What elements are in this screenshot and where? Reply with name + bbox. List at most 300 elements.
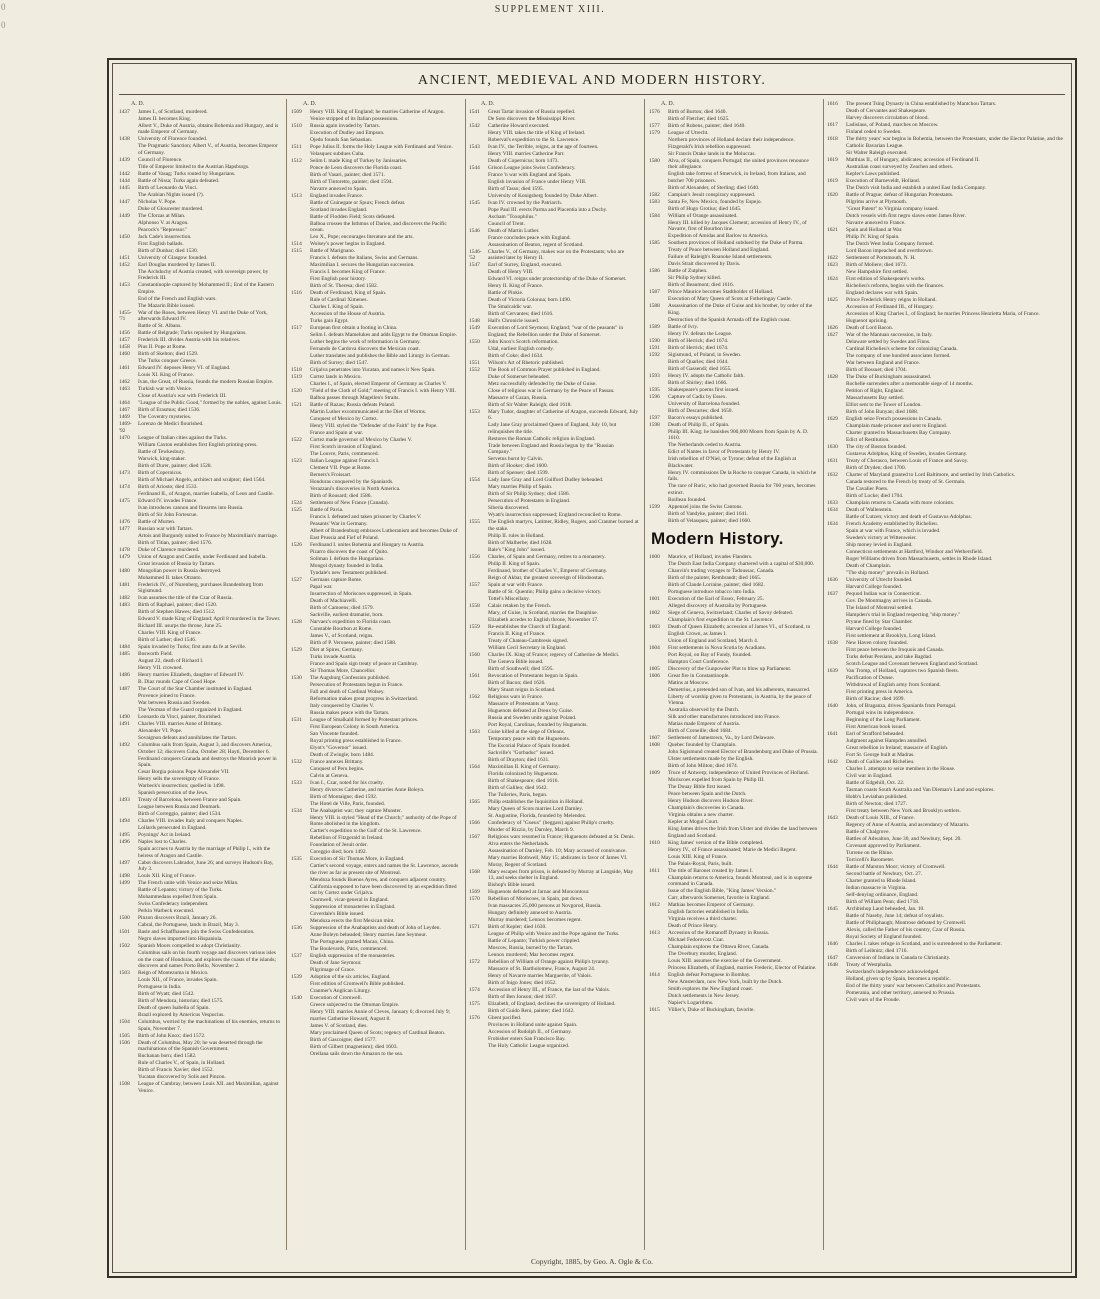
entry-text: Mathias becomes Emperor of Germany. bbox=[668, 902, 755, 908]
timeline-entry bbox=[469, 477, 639, 484]
entry-text: Birth of Durer, painter; died 1528. bbox=[138, 462, 212, 469]
timeline-entry bbox=[291, 325, 461, 332]
timeline-entry bbox=[291, 304, 461, 311]
entry-year bbox=[469, 945, 487, 952]
entry-text: Siberia discovered. bbox=[488, 505, 530, 511]
entry-year bbox=[291, 521, 309, 528]
entry-text: Pinzon discovers Brazil, January 26. bbox=[138, 915, 217, 921]
entry-year: 1455-'71 bbox=[119, 309, 132, 322]
entry-text: Battle of Tewkesbury. bbox=[138, 448, 186, 455]
entry-year: 1490 bbox=[119, 714, 130, 720]
entry-text: Union of Aragon and Castile, under Ferdinand and Isabella. bbox=[138, 553, 267, 560]
entry-year bbox=[827, 871, 845, 878]
entry-text: French Academy established by Richelieu. bbox=[846, 520, 939, 527]
timeline-entry bbox=[291, 598, 461, 605]
entry-text: End of the French and English wars. bbox=[138, 295, 217, 302]
entry-text: Spain invaded by Turks; first auto da fe at Seville. bbox=[138, 644, 247, 650]
entry-text: Lorenzo de Medici flourished. bbox=[138, 421, 204, 427]
timeline-entry bbox=[469, 283, 639, 290]
entry-text: Elyot's "Governor" issued. bbox=[310, 744, 368, 751]
entry-text: Birth of Corneille; died 1684. bbox=[668, 728, 732, 734]
entry-text: Irish rebellion of O'Niel, or Tyrone; defeat of the English at Blackwater. bbox=[668, 456, 797, 469]
entry-year bbox=[649, 638, 667, 645]
entry-text: Royal printing press established in France. bbox=[310, 737, 402, 744]
timeline-entry bbox=[469, 151, 639, 158]
entry-text: France and Spain at war. bbox=[310, 430, 364, 436]
entry-year: 1487 bbox=[119, 686, 130, 692]
entry-text: Lady Jane Gray proclaimed Queen of England, July 10, but relinquishes the title. bbox=[488, 422, 617, 435]
entry-text: Sackville, earliest dramatist, born. bbox=[310, 611, 384, 618]
entry-text: Birth of John Milton; died 1674. bbox=[668, 763, 739, 769]
entry-year bbox=[469, 269, 487, 276]
timeline-entry bbox=[469, 290, 639, 297]
timeline-entry bbox=[119, 330, 282, 337]
entry-year: 1467 bbox=[119, 407, 130, 413]
timeline-entry bbox=[119, 769, 282, 776]
entry-year: 1506 bbox=[119, 1039, 130, 1046]
timeline-entry bbox=[291, 668, 461, 675]
timeline-entry bbox=[291, 661, 461, 668]
entry-text: Harvard College founded. bbox=[846, 583, 903, 590]
entry-year: 1485 bbox=[119, 651, 130, 657]
entry-text: The title of Baronet created by James I. bbox=[668, 867, 754, 874]
timeline-entry bbox=[119, 262, 282, 269]
entry-year: 1589 bbox=[649, 323, 660, 330]
entry-year: 1621 bbox=[827, 226, 838, 233]
entry-year: 1550 bbox=[469, 338, 480, 345]
timeline-entry bbox=[827, 815, 1069, 822]
timeline-entry bbox=[119, 609, 282, 616]
timeline-entry bbox=[469, 200, 639, 207]
timeline-entry bbox=[469, 325, 639, 338]
entry-text: Great fire in Constantinople. bbox=[668, 672, 730, 679]
entry-text: Poynings' Act in Ireland. bbox=[138, 832, 192, 838]
entry-text: Mary Tudor, daughter of Catherine of Aragon, succeeds Edward, July 6. bbox=[488, 408, 639, 421]
timeline-entry bbox=[119, 714, 282, 721]
timeline-entry bbox=[469, 561, 639, 568]
timeline-entry bbox=[291, 619, 461, 626]
entry-text: Edward VI. reigns under protectorship of the Duke of Somerset. bbox=[488, 276, 627, 282]
entry-text: Albert V., Duke of Austria, obtains Bohemia and Hungary, and is made Emperor of Germany. bbox=[138, 122, 279, 135]
entry-year bbox=[469, 561, 487, 568]
timeline-entry bbox=[119, 241, 282, 248]
entry-text: Temporary peace with the Huguenots. bbox=[488, 735, 571, 742]
entry-year: 1577 bbox=[649, 122, 660, 129]
timeline-entry bbox=[827, 969, 1069, 976]
entry-year bbox=[119, 393, 137, 400]
timeline-entry bbox=[291, 960, 461, 967]
entry-year: 1569 bbox=[469, 889, 480, 895]
entry-text: The Turks conquer Greece. bbox=[138, 358, 197, 364]
entry-text: John Knox's Scotch reformation. bbox=[488, 338, 559, 345]
timeline-entry bbox=[119, 860, 282, 873]
timeline-entry bbox=[649, 470, 819, 483]
entry-year: 1458 bbox=[119, 344, 130, 350]
entry-text: Royal Society of England founded. bbox=[846, 933, 922, 940]
entry-text: Provence joined to France. bbox=[138, 693, 196, 699]
entry-year bbox=[827, 248, 845, 255]
entry-year bbox=[649, 979, 667, 986]
entry-year bbox=[291, 703, 309, 710]
entry-text: Birth of Rubens, painter; died 1640. bbox=[668, 122, 746, 129]
entry-year bbox=[649, 923, 667, 930]
timeline-entry bbox=[649, 965, 819, 972]
timeline-entry bbox=[119, 943, 282, 950]
entry-text: Francis I. becomes King of France. bbox=[310, 269, 386, 275]
entry-text: Nicholas V. Pope. bbox=[138, 198, 177, 205]
entry-year bbox=[291, 130, 309, 137]
entry-year bbox=[119, 735, 137, 742]
timeline-entry bbox=[649, 812, 819, 819]
timeline-entry bbox=[827, 395, 1069, 402]
timeline-entry bbox=[649, 575, 819, 582]
entry-year bbox=[469, 151, 487, 158]
entry-text: War between England and France. bbox=[846, 359, 920, 366]
timeline-entry bbox=[649, 610, 819, 617]
entry-text: Earl of Strafford beheaded. bbox=[846, 730, 905, 737]
entry-text: Battle of Vasag; Turks routed by Hungarians. bbox=[138, 170, 236, 177]
entry-year bbox=[469, 547, 487, 554]
entry-year bbox=[119, 1053, 137, 1060]
entry-text: "Field of the Cloth of Gold;" meeting of Francis I. with Henry VIII. bbox=[310, 388, 456, 394]
entry-year bbox=[119, 358, 137, 365]
entry-year: 1583 bbox=[649, 198, 660, 205]
timeline-entry bbox=[827, 857, 1069, 864]
entry-year bbox=[827, 829, 845, 836]
entry-year bbox=[827, 150, 845, 157]
entry-year bbox=[649, 728, 667, 735]
entry-text: Sackville's "Gorbaduc" issued. bbox=[488, 749, 555, 756]
entry-text: Honduras conquered by the Spaniards. bbox=[310, 479, 394, 485]
timeline-entry bbox=[649, 373, 819, 380]
entry-year bbox=[291, 724, 309, 731]
timeline-entry bbox=[827, 871, 1069, 878]
entry-text: New Haven colony founded. bbox=[846, 639, 908, 646]
entry-text: The company of one hundred associates formed. bbox=[846, 352, 951, 359]
timeline-entry bbox=[827, 633, 1069, 640]
entry-year bbox=[827, 626, 845, 633]
entry-text: Birth of Beaumont; died 1616. bbox=[668, 282, 735, 288]
timeline-entry bbox=[119, 915, 282, 922]
entry-text: Treaty of Cherasco, between Louis of France and Savoy. bbox=[846, 457, 969, 464]
timeline-entry bbox=[119, 630, 282, 637]
entry-year bbox=[469, 374, 487, 381]
timeline-entry bbox=[119, 178, 282, 185]
modern-history-heading: Modern History. bbox=[651, 529, 784, 548]
timeline-entry bbox=[827, 563, 1069, 570]
entry-text: Birth of Skelton; died 1529. bbox=[138, 351, 199, 357]
entry-year bbox=[469, 443, 487, 456]
entry-text: Princess Elizabeth, of England, marries Frederic, Elector of Palatine. bbox=[668, 965, 817, 971]
timeline-entry bbox=[649, 673, 819, 680]
entry-year bbox=[827, 129, 845, 136]
entry-text: The French unite with Venice and seize Milan. bbox=[138, 880, 239, 886]
entry-year bbox=[827, 738, 845, 745]
timeline-entry bbox=[649, 151, 819, 158]
entry-text: Navarre annexed to France. bbox=[846, 219, 906, 226]
entry-year bbox=[649, 791, 667, 798]
entry-text: Duke of Clarence murdered. bbox=[138, 546, 200, 553]
column-divider bbox=[823, 99, 824, 1250]
entry-text: Pilgrimage of Grace. bbox=[310, 967, 356, 973]
entry-text: Birth of Camoens; died 1579. bbox=[310, 604, 374, 611]
entry-text: English take fortress of Smerwick, in Ireland, from Italians, and butcher 700 prisoners. bbox=[668, 171, 806, 184]
timeline-entry bbox=[827, 136, 1069, 149]
timeline-entry bbox=[827, 199, 1069, 206]
timeline-entry bbox=[119, 922, 282, 929]
entry-text: Reign of Akbar, the greatest sovereign of Hindoostan. bbox=[488, 574, 605, 581]
entry-text: Accession of Ferdinand III., of Hungary. bbox=[846, 303, 934, 310]
timeline-entry bbox=[119, 192, 282, 199]
entry-text: Destruction of the Spanish Armada off the English coast. bbox=[668, 316, 791, 323]
timeline-entry bbox=[649, 840, 819, 847]
entry-year bbox=[119, 977, 137, 984]
timeline-entry bbox=[291, 904, 461, 911]
entry-year bbox=[827, 535, 845, 542]
timeline-entry bbox=[649, 763, 819, 770]
timeline-entry bbox=[119, 512, 282, 519]
timeline-entry bbox=[291, 276, 461, 283]
entry-text: Leonardo da Vinci, painter, flourished. bbox=[138, 714, 222, 720]
timeline-entry bbox=[649, 819, 819, 826]
timeline-entry bbox=[827, 360, 1069, 367]
entry-text: Hobb's Leviathan published. bbox=[846, 793, 908, 800]
entry-text: Treaty of Barcelona, between France and Spain. bbox=[138, 797, 242, 803]
entry-text: Birth of Correggio, painter; died 1534. bbox=[138, 811, 222, 817]
entry-text: Philip establishes the Inquisition in Holland. bbox=[488, 798, 584, 805]
entry-text: Birth of Ariosto; died 1533. bbox=[138, 483, 198, 490]
timeline-entry bbox=[649, 652, 819, 659]
timeline-entry bbox=[827, 899, 1069, 906]
entry-text: Capture of Cadiz by Essex. bbox=[668, 393, 727, 400]
entry-year bbox=[469, 1036, 487, 1043]
entry-year bbox=[649, 951, 667, 958]
timeline-entry bbox=[827, 451, 1069, 458]
entry-year bbox=[649, 875, 667, 888]
timeline-entry bbox=[827, 822, 1069, 829]
timeline-entry bbox=[291, 123, 461, 130]
entry-text: Guise killed at the siege of Orleans. bbox=[488, 728, 566, 735]
entry-text: The English martyrs, Latimer, Ridley, Rogers, and Cranmer burned at the stake. bbox=[488, 519, 639, 532]
entry-text: Mary proclaimed Queen of Scots; regency of Cardinal Beaton. bbox=[310, 1029, 446, 1036]
entry-text: Massacre of Cazan, Russia. bbox=[488, 394, 548, 401]
entry-year bbox=[119, 998, 137, 1005]
timeline-entry bbox=[649, 303, 819, 316]
entry-year bbox=[649, 116, 667, 123]
timeline-entry bbox=[119, 456, 282, 463]
entry-year bbox=[827, 927, 845, 934]
timeline-entry bbox=[469, 388, 639, 395]
entry-year bbox=[119, 303, 137, 310]
timeline-entry bbox=[827, 157, 1069, 164]
entry-text: Philip IV. King of Spain. bbox=[846, 233, 900, 240]
entry-text: Maximilian II. King of Germany. bbox=[488, 763, 560, 770]
timeline-entry bbox=[119, 421, 282, 434]
timeline-entry bbox=[827, 500, 1069, 507]
timeline-entry bbox=[649, 192, 819, 199]
timeline-entry bbox=[827, 479, 1069, 486]
entry-text: Warbeck's insurrection; quelled in 1498. bbox=[138, 783, 225, 789]
timeline-entry bbox=[649, 735, 819, 742]
timeline-entry bbox=[291, 451, 461, 458]
entry-text: Maurice, of Holland, invades Flanders. bbox=[668, 554, 753, 560]
timeline-entry bbox=[469, 715, 639, 722]
timeline-column-4 bbox=[649, 101, 819, 1248]
entry-year bbox=[469, 708, 487, 715]
entry-text: Battle of Lepanto; Turkish power crippled. bbox=[488, 938, 581, 944]
timeline-entry bbox=[827, 339, 1069, 346]
timeline-entry bbox=[649, 130, 819, 137]
entry-year bbox=[827, 171, 845, 178]
timeline-entry bbox=[119, 984, 282, 991]
entry-text: Battle of Ivry. bbox=[668, 323, 699, 330]
entry-text: Charter of Maryland granted to Lord Baltimore, and settled by Irish Catholics. bbox=[846, 471, 1016, 478]
entry-text: Ojedo founds San Sebastian. bbox=[310, 136, 372, 143]
entry-text: Birth of Kepler; died 1630. bbox=[488, 924, 547, 930]
timeline-entry bbox=[119, 616, 282, 623]
entry-year bbox=[291, 877, 309, 884]
entry-year: 1539 bbox=[291, 974, 302, 980]
entry-text: Religious wars resumed in France; Huguenots defeated at St. Denis. bbox=[488, 833, 635, 840]
entry-year: 1546 bbox=[469, 227, 480, 234]
entry-text: The Cavalier Poets. bbox=[846, 485, 889, 492]
timeline-entry bbox=[469, 116, 639, 123]
entry-text: Scotland invades England. bbox=[310, 206, 368, 213]
timeline-entry bbox=[469, 214, 639, 221]
entry-text: Gustavus Adolphus, King of Sweden, invades Germany. bbox=[846, 450, 968, 457]
entry-text: "Great Patent" to Virginia company issued. bbox=[846, 205, 939, 212]
copyright-line: Copyright, 1885, by Geo. A. Ogle & Co. bbox=[530, 1257, 654, 1266]
entry-year bbox=[469, 827, 487, 834]
entry-text: Birth of Malherbe; died 1628. bbox=[488, 539, 553, 546]
entry-text: Henry sells the sovereignty of France. bbox=[138, 776, 221, 782]
timeline-entry bbox=[119, 303, 282, 310]
entry-year: 1645 bbox=[827, 905, 838, 912]
timeline-entry bbox=[469, 276, 639, 283]
entry-text: League of Philip with Venice and the Pope against the Turks. bbox=[488, 931, 620, 937]
timeline-entry bbox=[291, 339, 461, 346]
timeline-entry bbox=[649, 401, 819, 408]
entry-text: The Boulevards, Paris, commenced. bbox=[310, 946, 388, 952]
entry-text: Birth of Descartes; died 1650. bbox=[668, 407, 733, 414]
timeline-entry bbox=[291, 863, 461, 876]
entry-year bbox=[649, 359, 667, 366]
timeline-entry bbox=[291, 528, 461, 541]
entry-year bbox=[291, 262, 309, 269]
entry-text: Edict of Nantes in favor of Protestants by Henry IV. bbox=[668, 449, 780, 455]
timeline-entry bbox=[827, 948, 1069, 955]
entry-year bbox=[469, 994, 487, 1001]
entry-text: Birth of Copernicus. bbox=[138, 469, 183, 476]
entry-year: 1631 bbox=[827, 457, 838, 464]
entry-text: Civil wars of the Froude. bbox=[846, 996, 901, 1003]
entry-text: Shakespeare's poems first issued. bbox=[668, 386, 740, 393]
timeline-entry bbox=[469, 172, 639, 179]
timeline-entry bbox=[469, 980, 639, 987]
timeline-entry bbox=[827, 192, 1069, 199]
entry-text: Death of queen Isabella of Spain. bbox=[138, 1005, 210, 1011]
entry-text: De Soto discovers the Mississippi River. bbox=[488, 115, 576, 122]
entry-text: Henry IV. commissions De la Roche to conquer Canada, in which he fails. bbox=[668, 469, 817, 482]
timeline-entry bbox=[649, 854, 819, 861]
timeline-entry bbox=[119, 540, 282, 547]
entry-year bbox=[291, 835, 309, 842]
timeline-entry bbox=[119, 407, 282, 414]
entry-text: Settlement of New France (Canada). bbox=[310, 500, 389, 506]
entry-year: 1571 bbox=[469, 924, 480, 930]
entry-year bbox=[291, 1030, 309, 1037]
timeline-entry bbox=[291, 787, 461, 794]
entry-year bbox=[119, 206, 137, 213]
entry-text: Ivan IV. crowned by the Patriarch. bbox=[488, 199, 562, 206]
timeline-entry bbox=[827, 836, 1069, 843]
entry-year bbox=[291, 696, 309, 703]
entry-text: Kepler at Mogul Court. bbox=[668, 819, 719, 825]
entry-text: Wilson's Art of Rhetoric published. bbox=[488, 359, 565, 366]
timeline-entry bbox=[291, 346, 461, 353]
timeline-entry bbox=[649, 233, 819, 240]
timeline-entry bbox=[291, 507, 461, 514]
entry-year bbox=[291, 1023, 309, 1030]
timeline-entry bbox=[827, 346, 1069, 353]
entry-year bbox=[649, 819, 667, 826]
entry-year: 1512 bbox=[291, 157, 302, 164]
entry-year: 1494 bbox=[119, 818, 130, 824]
entry-year bbox=[827, 367, 845, 374]
entry-text: Naples lost to Charles. bbox=[138, 839, 187, 845]
entry-text: Alleged discovery of Australia by Portuguese. bbox=[668, 603, 768, 609]
entry-year bbox=[827, 766, 845, 773]
timeline-entry bbox=[469, 708, 639, 715]
entry-text: Henry VIII. marries Catherine Parr. bbox=[488, 150, 565, 157]
timeline-entry bbox=[291, 682, 461, 689]
entry-text: Withdrawal of English army from Scotland. bbox=[846, 681, 941, 688]
entry-year: 1540 bbox=[291, 995, 302, 1001]
timeline-entry bbox=[119, 998, 282, 1005]
entry-text: Chauvin's trading voyages to Tadoussac, Canada. bbox=[668, 568, 775, 574]
timeline-entry bbox=[469, 443, 639, 456]
entry-year bbox=[469, 470, 487, 477]
timeline-entry bbox=[291, 710, 461, 717]
timeline-entry bbox=[469, 862, 639, 869]
entry-text: Louis XII. King of France. bbox=[138, 873, 196, 879]
entry-year bbox=[827, 969, 845, 976]
entry-year bbox=[649, 582, 667, 589]
entry-text: Richard III. usurps the throne, June 25. bbox=[138, 623, 223, 629]
timeline-entry bbox=[469, 896, 639, 903]
entry-year: 1470 bbox=[119, 434, 130, 441]
entry-year bbox=[119, 463, 137, 470]
entry-text: France annexes Brittany. bbox=[310, 758, 364, 765]
entry-text: England declares war with Spain. bbox=[846, 289, 919, 296]
entry-year bbox=[827, 794, 845, 801]
entry-year bbox=[827, 395, 845, 402]
timeline-entry bbox=[291, 500, 461, 507]
entry-year bbox=[291, 255, 309, 262]
timeline-entry bbox=[119, 547, 282, 554]
timeline-entry bbox=[649, 359, 819, 366]
timeline-entry bbox=[119, 386, 282, 393]
entry-year bbox=[291, 318, 309, 325]
timeline-entry bbox=[827, 325, 1069, 332]
entry-text: Turks gain Egypt. bbox=[310, 318, 349, 324]
timeline-entry bbox=[827, 374, 1069, 381]
entry-year bbox=[119, 116, 137, 123]
entry-year bbox=[827, 696, 845, 703]
entry-text: Issue of the English Bible, "King James' Version." bbox=[668, 888, 777, 894]
entry-text: Tottel's Miscellany. bbox=[488, 595, 530, 602]
entry-text: Pope Paul III. erects Parma and Placentia into a Duchy. bbox=[488, 206, 608, 213]
